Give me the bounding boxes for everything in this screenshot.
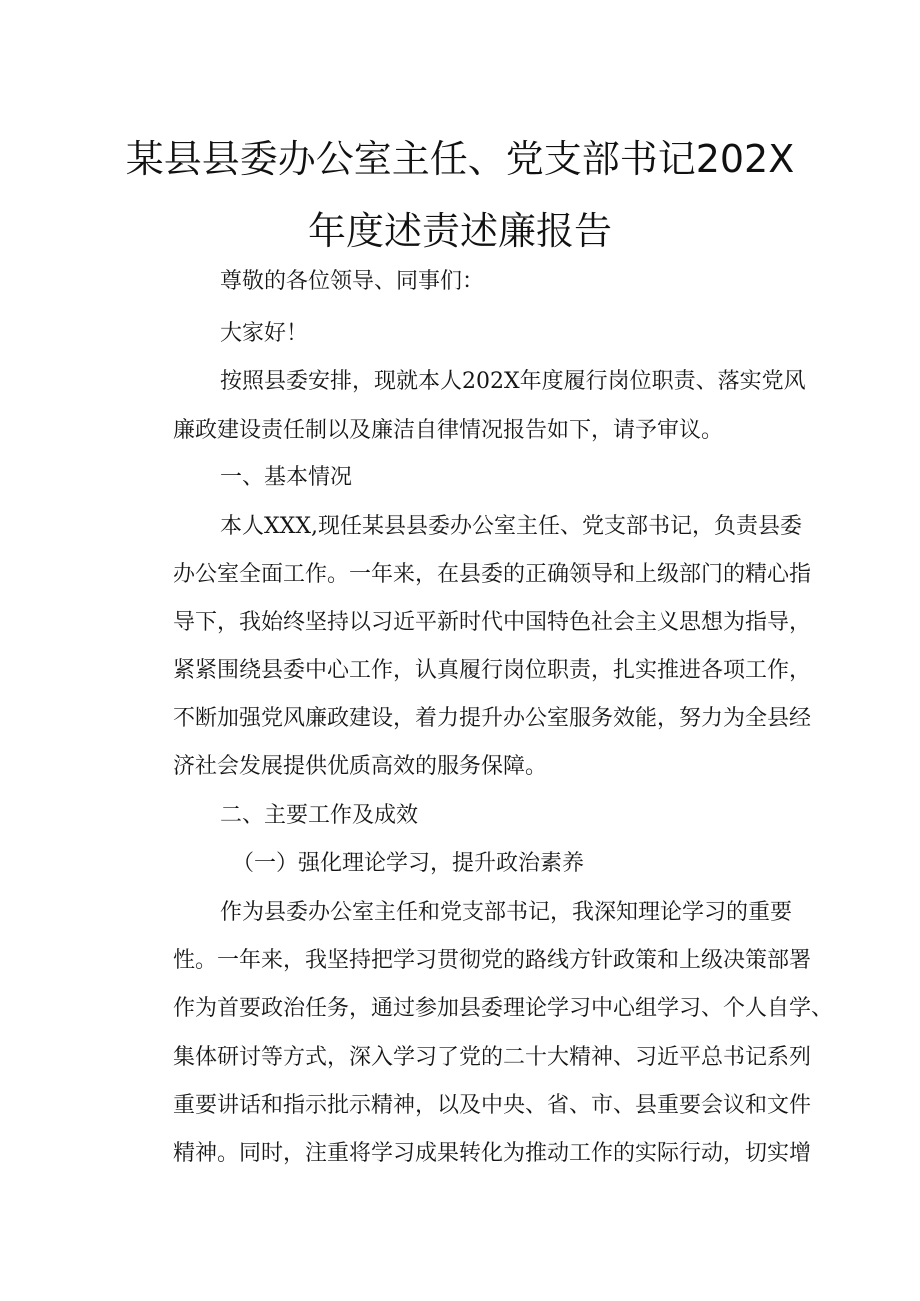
paragraph-line: 重要讲话和指示批示精神，以及中央、省、市、县重要会议和文件 [173, 1093, 812, 1118]
paragraph-line: 按照县委安排，现就本人202X年度履行岗位职责、落实党风 [220, 369, 806, 394]
section-heading: 一、基本情况 [220, 465, 353, 490]
paragraph-line: 济社会发展提供优质高效的服务保障。 [173, 754, 548, 779]
greeting: 大家好！ [220, 321, 309, 346]
paragraph-line: 作为首要政治任务，通过参加县委理论学习中心组学习、个人自学、 [173, 996, 834, 1021]
document-title-line-1: 某县县委办公室主任、党支部书记202X [125, 137, 795, 181]
paragraph-line: 廉政建设责任制以及廉洁自律情况报告如下，请予审议。 [173, 418, 724, 443]
subsection-heading: （一）强化理论学习，提升政治素养 [232, 851, 585, 876]
paragraph-line: 不断加强党风廉政建设，着力提升办公室服务效能，努力为全县经 [173, 706, 812, 731]
paragraph-line: 集体研讨等方式，深入学习了党的二十大精神、习近平总书记系列 [173, 1045, 812, 1070]
paragraph-line: 办公室全面工作。一年来，在县委的正确领导和上级部门的精心指 [173, 562, 812, 587]
paragraph-line: 精神。同时，注重将学习成果转化为推动工作的实际行动，切实增 [173, 1141, 812, 1166]
paragraph-line: 作为县委办公室主任和党支部书记，我深知理论学习的重要 [220, 900, 793, 925]
paragraph-line: 紧紧围绕县委中心工作，认真履行岗位职责，扎实推进各项工作， [173, 658, 812, 683]
paragraph-line: 性。一年来，我坚持把学习贯彻党的路线方针政策和上级决策部署 [173, 948, 812, 973]
salutation: 尊敬的各位领导、同事们： [220, 269, 485, 294]
paragraph-line: 导下，我始终坚持以习近平新时代中国特色社会主义思想为指导， [173, 610, 812, 635]
section-heading: 二、主要工作及成效 [220, 803, 419, 828]
document-title-line-2: 年度述责述廉报告 [307, 209, 612, 253]
paragraph-line: 本人XXX,现任某县县委办公室主任、党支部书记，负责县委 [220, 514, 802, 539]
